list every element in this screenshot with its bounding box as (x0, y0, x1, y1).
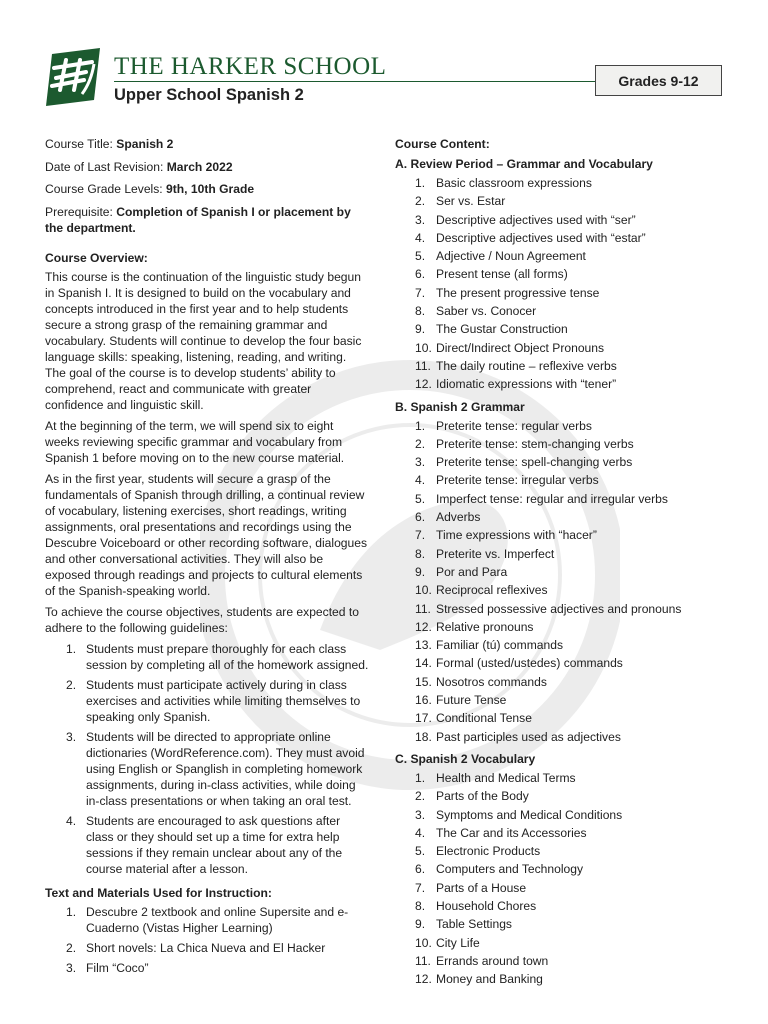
section-c-list (395, 770, 730, 990)
list-item: 10. City Life (415, 935, 480, 950)
course-content-title: Course Content: (395, 137, 490, 151)
list-item: 2. Parts of the Body (415, 789, 529, 804)
meta-course-title: Course Title: Spanish 2 (45, 137, 174, 151)
list-item: 10. Reciprocal reflexives (415, 583, 548, 598)
list-item: 12. Idiomatic expressions with “tener” (415, 377, 617, 392)
meta-grade-levels: Course Grade Levels: 9th, 10th Grade (45, 182, 255, 197)
list-item: 1. Preterite tense: regular verbs (415, 418, 592, 433)
section-b-list (395, 418, 730, 747)
list-item: 4. Descriptive adjectives used with “estar” (415, 230, 646, 245)
grades-badge: Grades 9-12 (595, 65, 722, 96)
list-item: 7. Time expressions with “hacer” (415, 528, 597, 543)
list-item: 3. Film “Coco” (66, 960, 149, 975)
section-b-title: B. Spanish 2 Grammar (395, 399, 525, 414)
guidelines-list (45, 641, 370, 877)
section-a-list (395, 175, 730, 395)
list-item: 6. Adverbs (415, 510, 481, 525)
list-item: 3. Preterite tense: spell-changing verbs (415, 455, 633, 470)
left-column (45, 136, 370, 980)
list-item: 1. Students must prepare thoroughly for each class session by completing all of the homework assigned. (66, 641, 369, 672)
list-item: 5. Adjective / Noun Agreement (415, 249, 586, 264)
materials-title: Text and Materials Used for Instruction: (45, 885, 272, 900)
list-item: 9. Por and Para (415, 564, 508, 579)
list-item: 12. Money and Banking (415, 972, 543, 987)
list-item: 3. Symptoms and Medical Conditions (415, 807, 623, 822)
list-item: 7. Parts of a House (415, 880, 527, 895)
overview-paragraph: This course is the continuation of the linguistic study begun in Spanish I. It is designed to build on the vocabulary and concepts introduced in the first year and to help students secure a strong grasp of the remaining grammar and vocabulary. Students will continue to develop the four basic language skills: speaking, listening, reading, and writing. The goal of the course is to develop students’ ability to comprehend, react and communicate with greater confidence and linguistic skill. (45, 269, 362, 412)
list-item: 13. Familiar (tú) commands (415, 638, 564, 653)
list-item: 9. The Gustar Construction (415, 322, 568, 337)
section-a-title: A. Review Period – Grammar and Vocabulary (395, 157, 653, 171)
list-item: 7. The present progressive tense (415, 285, 600, 300)
list-item: 8. Household Chores (415, 898, 537, 913)
list-item: 8. Saber vs. Conocer (415, 304, 537, 319)
list-item: 11. The daily routine – reflexive verbs (415, 358, 617, 373)
meta-prerequisite: Prerequisite: Completion of Spanish I or placement by the department. (45, 204, 351, 235)
list-item: 5. Electronic Products (415, 844, 541, 859)
right-column (395, 136, 730, 989)
list-item: 14. Formal (usted/ustedes) commands (415, 656, 623, 671)
list-item: 4. Preterite tense: irregular verbs (415, 473, 599, 488)
list-item: 2. Preterite tense: stem-changing verbs (415, 436, 634, 451)
list-item: 11. Errands around town (415, 953, 549, 968)
list-item: 6. Present tense (all forms) (415, 267, 568, 282)
school-name: THE HARKER SCHOOL (114, 53, 387, 80)
list-item: 3. Students will be directed to appropriate online dictionaries (WordReference.com). They must avoid using English or Spanglish in completing homework assignments, during in-class activities, while doing in-class presentations or when taking an oral test. (66, 729, 365, 808)
list-item: 4. The Car and its Accessories (415, 825, 587, 840)
page-subtitle: Upper School Spanish 2 (114, 86, 304, 104)
list-item: 12. Relative pronouns (415, 619, 534, 634)
list-item: 11. Stressed possessive adjectives and pronouns (415, 601, 682, 616)
header-rule (114, 81, 596, 82)
overview-paragraph: To achieve the course objectives, students are expected to adhere to the following guidelines: (45, 604, 359, 635)
overview-title: Course Overview: (45, 250, 148, 265)
list-item: 3. Descriptive adjectives used with “ser” (415, 212, 636, 227)
list-item: 2. Ser vs. Estar (415, 194, 506, 209)
list-item: 2. Short novels: La Chica Nueva and El Hacker (66, 940, 326, 955)
overview-paragraph: At the beginning of the term, we will spend six to eight weeks reviewing specific grammar and vocabulary from Spanish 1 before moving on to the new course material. (45, 418, 345, 465)
meta-revision-date: Date of Last Revision: March 2022 (45, 159, 233, 174)
list-item: 4. Students are encouraged to ask questions after class or they should set up a time for extra help sessions if they remain unclear about any of the course material after a lesson. (66, 813, 343, 876)
list-item: 2. Students must participate actively during in class exercises and activities while limiting themselves to speaking only Spanish. (66, 677, 361, 724)
list-item: 1. Descubre 2 textbook and online Supersite and e-Cuaderno (Vistas Higher Learning) (66, 904, 349, 935)
list-item: 1. Basic classroom expressions (415, 176, 592, 190)
list-item: 9. Table Settings (415, 917, 512, 932)
list-item: 16. Future Tense (415, 693, 507, 708)
list-item: 15. Nosotros commands (415, 674, 547, 689)
list-item: 18. Past participles used as adjectives (415, 729, 621, 744)
list-item: 8. Preterite vs. Imperfect (415, 546, 555, 561)
list-item: 5. Imperfect tense: regular and irregular verbs (415, 491, 668, 506)
list-item: 6. Computers and Technology (415, 862, 584, 877)
materials-list (45, 904, 370, 976)
list-item: 1. Health and Medical Terms (415, 770, 576, 785)
overview-paragraph: As in the first year, students will secure a grasp of the fundamentals of Spanish through drilling, a continual review of vocabulary, listening exercises, short readings, writing assignments, oral presentations and recordings using the Descubre Voiceboard or other recording software, dialogues and other conversational activities. They will also be exposed through readings and projects to cultural elements of the Spanish-speaking world. (45, 471, 368, 598)
list-item: 10. Direct/Indirect Object Pronouns (415, 340, 605, 355)
section-c-title: C. Spanish 2 Vocabulary (395, 751, 536, 766)
list-item: 17. Conditional Tense (415, 711, 532, 726)
harker-logo-icon (46, 46, 100, 108)
